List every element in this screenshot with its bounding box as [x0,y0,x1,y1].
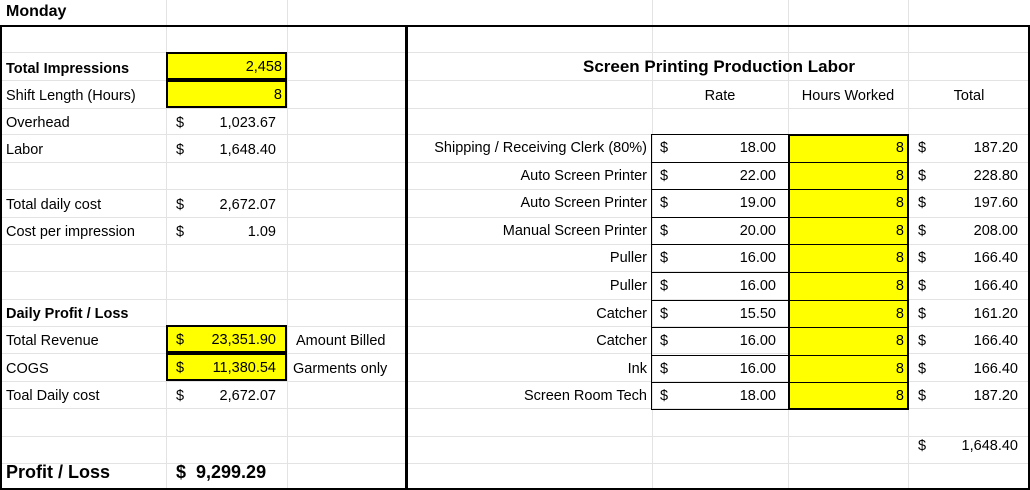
labor-hours[interactable]: 8 [895,361,904,377]
profit-loss-value[interactable]: $ 9,299.29 [176,462,267,482]
total-currency: $ [918,361,927,377]
hours-cell-border [788,382,909,383]
currency-sign: $ [176,224,185,240]
labor-rate[interactable]: 20.00 [739,223,776,239]
labor-hours[interactable]: 8 [895,250,904,266]
rate-currency: $ [660,168,669,184]
total-currency: $ [918,250,927,266]
rate-currency: $ [660,223,669,239]
labor-hours[interactable]: 8 [895,140,904,156]
labor-total[interactable]: 161.20 [973,306,1018,322]
labor-rate[interactable]: 19.00 [739,195,776,211]
currency-sign: $ [176,360,185,376]
rate-cell-border [651,272,789,273]
labor-role: Ink [627,361,647,377]
total-daily-cost-label: Total daily cost [6,197,102,213]
hours-cell-border [788,162,909,163]
labor-total[interactable]: 166.40 [973,333,1018,349]
rate-cell-border [651,217,789,218]
labor-title: Screen Printing Production Labor [582,57,856,76]
total-currency: $ [918,195,927,211]
currency-sign: $ [176,332,185,348]
rate-currency: $ [660,306,669,322]
labor-total[interactable]: 187.20 [973,388,1018,404]
labor-value[interactable]: 1,648.40 [219,142,276,158]
labor-hours[interactable]: 8 [895,278,904,294]
labor-total[interactable]: 187.20 [973,140,1018,156]
labor-hours[interactable]: 8 [895,168,904,184]
labor-role: Auto Screen Printer [520,195,647,211]
labor-grand-total[interactable]: 1,648.40 [961,438,1018,454]
total-currency: $ [918,333,927,349]
labor-hours[interactable]: 8 [895,333,904,349]
total-currency: $ [918,140,927,156]
labor-role: Catcher [596,333,647,349]
overhead-value[interactable]: 1,023.67 [219,115,276,131]
labor-role: Puller [609,250,647,266]
labor-total[interactable]: 228.80 [973,168,1018,184]
col-header-hours: Hours Worked [801,88,895,104]
total-daily-cost-value[interactable]: 2,672.07 [219,197,276,213]
labor-hours[interactable]: 8 [895,223,904,239]
rate-cell-border [651,244,789,245]
rate-currency: $ [660,361,669,377]
labor-total[interactable]: 166.40 [973,278,1018,294]
labor-role: Screen Room Tech [523,388,647,404]
profit-loss-label: Profit / Loss [6,462,111,482]
rate-cell-border [651,300,789,301]
labor-rate[interactable]: 16.00 [739,278,776,294]
rate-currency: $ [660,195,669,211]
total-currency: $ [918,388,927,404]
shift-length-value[interactable]: 8 [273,87,282,103]
labor-role: Puller [609,278,647,294]
rate-currency: $ [660,278,669,294]
grand-total-currency: $ [918,438,927,454]
rate-currency: $ [660,388,669,404]
cogs-label: COGS [6,361,49,377]
labor-rate[interactable]: 16.00 [739,361,776,377]
rate-cell-border [651,189,789,190]
labor-role: Catcher [596,306,647,322]
rate-cell-border [651,162,789,163]
profit-heading: Daily Profit / Loss [6,306,129,322]
shift-length-label: Shift Length (Hours) [6,88,136,104]
labor-total[interactable]: 166.40 [973,250,1018,266]
sheet-title: Monday [6,3,67,20]
currency-sign: $ [176,115,185,131]
rate-cell-border [651,327,789,328]
total-currency: $ [918,223,927,239]
rate-currency: $ [660,140,669,156]
cogs-note: Garments only [293,361,388,377]
labor-hours[interactable]: 8 [895,306,904,322]
total-currency: $ [918,168,927,184]
col-header-rate: Rate [704,88,736,104]
total-currency: $ [918,278,927,294]
overhead-label: Overhead [6,115,70,131]
rate-cell-border [651,382,789,383]
labor-rate[interactable]: 18.00 [739,388,776,404]
labor-rate[interactable]: 16.00 [739,333,776,349]
total-currency: $ [918,306,927,322]
col-header-total: Total [953,88,985,104]
revenue-value[interactable]: 23,351.90 [211,332,276,348]
labor-hours[interactable]: 8 [895,195,904,211]
revenue-label: Total Revenue [6,333,99,349]
labor-label: Labor [6,142,44,158]
cost-per-impression-value[interactable]: 1.09 [247,224,276,240]
labor-hours[interactable]: 8 [895,388,904,404]
labor-rate[interactable]: 15.50 [739,306,776,322]
toal-daily-cost-label: Toal Daily cost [6,388,100,404]
toal-daily-cost-value[interactable]: 2,672.07 [219,388,276,404]
labor-total[interactable]: 166.40 [973,361,1018,377]
labor-role: Manual Screen Printer [502,223,647,239]
labor-role: Auto Screen Printer [520,168,647,184]
rate-currency: $ [660,250,669,266]
currency-sign: $ [176,388,185,404]
hours-cell-border [788,327,909,328]
labor-rate[interactable]: 18.00 [739,140,776,156]
hours-cell-border [788,244,909,245]
hours-cell-border [788,189,909,190]
labor-role: Shipping / Receiving Clerk (80%) [434,140,647,156]
rate-cell-border [651,355,789,356]
total-impressions-label: Total Impressions [6,61,130,77]
labor-total[interactable]: 197.60 [973,195,1018,211]
labor-rate[interactable]: 22.00 [739,168,776,184]
rate-currency: $ [660,333,669,349]
hours-cell-border [788,217,909,218]
labor-total[interactable]: 208.00 [973,223,1018,239]
cogs-value[interactable]: 11,380.54 [212,360,276,376]
hours-cell-border [788,272,909,273]
hours-cell-border [788,300,909,301]
total-impressions-value[interactable]: 2,458 [245,59,282,75]
cost-per-impression-label: Cost per impression [6,224,135,240]
labor-rate[interactable]: 16.00 [739,250,776,266]
revenue-note: Amount Billed [296,333,386,349]
currency-sign: $ [176,142,185,158]
hours-cell-border [788,355,909,356]
currency-sign: $ [176,197,185,213]
